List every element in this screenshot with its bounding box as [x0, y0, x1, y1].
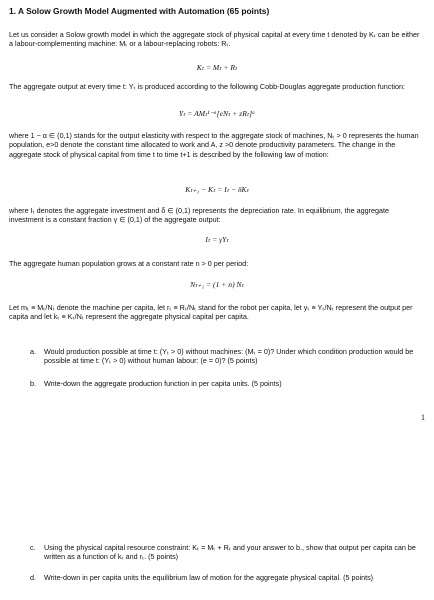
question-a — [30, 347, 422, 366]
question-label: c. — [30, 543, 36, 552]
question-text: Write-down in per capita units the equilibrium law of motion for the aggregate physical capital. (5 points) — [44, 573, 374, 582]
equation-capital-law-of-motion: Kₜ₊₁ − Kₜ = Iₜ − δKₜ — [185, 185, 249, 194]
equation-population-growth: Nₜ₊₁ = (1 + n) Nₜ — [190, 280, 244, 289]
page-number: 1 — [421, 413, 425, 422]
question-c — [30, 543, 422, 562]
intro-paragraph: Let us consider a Solow growth model in which the aggregate stock of physical capital at every time t denoted by Kₜ can be either a labour-complementing machine: Mₜ or a labour-replacing robots: Rₜ. — [9, 30, 420, 49]
production-paragraph: The aggregate output at every time t: Yₜ is produced according to the following Cobb-Douglas aggregate production function: — [9, 82, 405, 91]
question-d — [30, 573, 422, 582]
investment-paragraph: where Iₜ denotes the aggregate investment and δ ∈ (0,1) represents the depreciation rate. In equilibrium, the aggregate investment is a constant fraction γ ∈ (0,1) of the aggregate output: — [9, 206, 389, 225]
per-capita-definitions-paragraph: Let mₜ ≡ Mₜ/Nₜ denote the machine per capita, let rₜ ≡ Rₜ/Nₜ stand for the robot per capita, let yₜ ≡ Yₜ/Nₜ represent the output per capita and let kₜ ≡ Kₜ/Nₜ represent the aggregate physical capital per capita. — [9, 303, 413, 322]
equation-production-function: Yₜ = AMₜ¹⁻ᵅ[eNₜ + zRₜ]ᵅ — [178, 109, 256, 118]
question-b — [30, 379, 422, 388]
question-text: Write-down the aggregate production function in per capita units. (5 points) — [44, 379, 282, 388]
question-label: d. — [30, 573, 36, 582]
equation-capital-composition: Kₜ = Mₜ + Rₜ — [196, 63, 238, 72]
parameters-paragraph: where 1 − α ∈ (0,1) stands for the output elasticity with respect to the aggregate stock of machines, Nₜ > 0 represents the human population, e>0 denote the constant time allocated to work and A, z >0 denote productivity parameters. The change in the aggregate stock of physical capital from time t to time t+1 is described by the following law of motion: — [9, 131, 419, 159]
equation-investment: Iₜ = γYₜ — [205, 235, 229, 244]
question-text: Would production possible at time t: (Yₜ > 0) without machines: (Mₜ = 0)? Under which condition production would be possible at time t: (Yₜ > 0) without human labour: (e = 0)? (5 points) — [44, 347, 414, 366]
problem-title: 1. A Solow Growth Model Augmented with Automation (65 points) — [9, 6, 270, 16]
question-label: b. — [30, 379, 36, 388]
question-text: Using the physical capital resource constraint: Kₜ = Mₜ + Rₜ and your answer to b., show that output per capita can be written as a function of kₜ and rₜ. (5 points) — [44, 543, 416, 562]
population-paragraph: The aggregate human population grows at a constant rate n > 0 per period: — [9, 259, 249, 268]
question-label: a. — [30, 347, 36, 356]
